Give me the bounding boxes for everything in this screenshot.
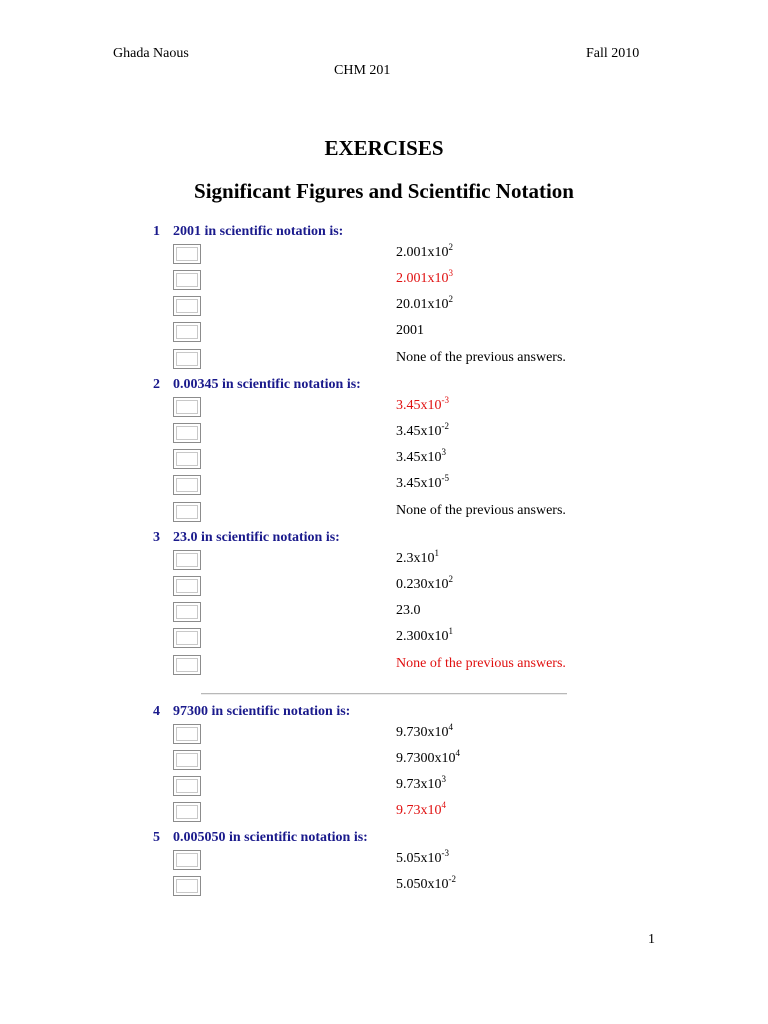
answer-option-value: 9.7300x10 — [396, 751, 456, 766]
answer-option-value: 3.45x10 — [396, 476, 442, 491]
answer-option-value: 3.45x10 — [396, 450, 442, 465]
answer-option-value: 3.45x10 — [396, 398, 442, 413]
answer-option — [396, 874, 456, 893]
answer-option — [396, 268, 453, 287]
answer-option — [396, 848, 449, 867]
answer-option-exponent: -2 — [448, 874, 456, 884]
question-number: 4 — [153, 704, 160, 719]
answer-option-value: 9.73x10 — [396, 803, 442, 818]
question-number: 5 — [153, 830, 160, 845]
answer-option-value: 0.230x10 — [396, 577, 449, 592]
divider — [201, 693, 567, 695]
question-text: 23.0 in scientific notation is: — [173, 530, 340, 545]
answer-option-value: 2.3x10 — [396, 551, 435, 566]
answer-option — [396, 421, 449, 440]
answer-option — [396, 603, 421, 619]
question-text: 97300 in scientific notation is: — [173, 704, 351, 719]
answer-option-value: 2001 — [396, 323, 424, 338]
answer-option-value: 9.730x10 — [396, 725, 449, 740]
answer-checkbox[interactable] — [173, 244, 201, 264]
answer-checkbox[interactable] — [173, 724, 201, 744]
answer-checkbox[interactable] — [173, 802, 201, 822]
answer-option-exponent: 3 — [441, 447, 446, 457]
answer-option-value: 2.001x10 — [396, 271, 449, 286]
answer-option — [396, 626, 453, 645]
answer-option — [396, 447, 446, 466]
answer-checkbox[interactable] — [173, 876, 201, 896]
answer-option — [396, 473, 449, 492]
answer-option-value: None of the previous answers. — [396, 350, 566, 365]
answer-option-value: 9.73x10 — [396, 777, 442, 792]
question-number: 3 — [153, 530, 160, 545]
answer-option — [396, 503, 566, 519]
header-course: CHM 201 — [334, 63, 391, 78]
answer-option-exponent: -5 — [441, 473, 449, 483]
answer-checkbox[interactable] — [173, 602, 201, 622]
answer-option-exponent: -3 — [441, 848, 449, 858]
answer-checkbox[interactable] — [173, 502, 201, 522]
answer-checkbox[interactable] — [173, 397, 201, 417]
answer-option — [396, 774, 446, 793]
answer-option-value: 3.45x10 — [396, 424, 442, 439]
answer-option — [396, 656, 566, 672]
answer-option-exponent: -3 — [441, 395, 449, 405]
question-text: 0.005050 in scientific notation is: — [173, 830, 368, 845]
header-author: Ghada Naous — [113, 46, 189, 61]
answer-option — [396, 548, 439, 567]
answer-option — [396, 722, 453, 741]
answer-option-exponent: 2 — [448, 574, 453, 584]
answer-checkbox[interactable] — [173, 349, 201, 369]
answer-option — [396, 748, 460, 767]
answer-option-exponent: 2 — [448, 242, 453, 252]
question-number: 1 — [153, 224, 160, 239]
answer-option-exponent: 4 — [448, 722, 453, 732]
answer-option-exponent: 4 — [455, 748, 460, 758]
page-number: 1 — [648, 932, 655, 947]
answer-option — [396, 574, 453, 593]
page-subtitle: Significant Figures and Scientific Notation — [194, 179, 574, 203]
answer-checkbox[interactable] — [173, 270, 201, 290]
answer-option-value: None of the previous answers. — [396, 503, 566, 518]
answer-option — [396, 395, 449, 414]
answer-option-exponent: 2 — [448, 294, 453, 304]
question-number: 2 — [153, 377, 160, 392]
answer-option-value: 5.05x10 — [396, 851, 442, 866]
answer-option — [396, 323, 424, 339]
answer-checkbox[interactable] — [173, 449, 201, 469]
answer-option — [396, 242, 453, 261]
answer-option-value: 23.0 — [396, 603, 421, 618]
answer-option-exponent: 1 — [448, 626, 453, 636]
answer-option-value: None of the previous answers. — [396, 656, 566, 671]
answer-checkbox[interactable] — [173, 576, 201, 596]
header-term: Fall 2010 — [586, 46, 640, 61]
answer-checkbox[interactable] — [173, 628, 201, 648]
answer-option-exponent: 1 — [434, 548, 439, 558]
answer-checkbox[interactable] — [173, 750, 201, 770]
answer-option-value: 5.050x10 — [396, 877, 449, 892]
answer-checkbox[interactable] — [173, 423, 201, 443]
answer-option-value: 2.300x10 — [396, 629, 449, 644]
answer-option — [396, 800, 446, 819]
answer-checkbox[interactable] — [173, 776, 201, 796]
answer-option — [396, 350, 566, 366]
answer-option-value: 2.001x10 — [396, 245, 449, 260]
page-title: EXERCISES — [324, 136, 444, 160]
answer-option-exponent: 3 — [441, 774, 446, 784]
answer-checkbox[interactable] — [173, 655, 201, 675]
answer-option — [396, 294, 453, 313]
answer-checkbox[interactable] — [173, 850, 201, 870]
answer-option-exponent: 3 — [448, 268, 453, 278]
answer-option-exponent: -2 — [441, 421, 449, 431]
question-text: 0.00345 in scientific notation is: — [173, 377, 361, 392]
answer-checkbox[interactable] — [173, 550, 201, 570]
answer-checkbox[interactable] — [173, 322, 201, 342]
answer-checkbox[interactable] — [173, 475, 201, 495]
question-text: 2001 in scientific notation is: — [173, 224, 344, 239]
answer-option-value: 20.01x10 — [396, 297, 449, 312]
answer-checkbox[interactable] — [173, 296, 201, 316]
answer-option-exponent: 4 — [441, 800, 446, 810]
